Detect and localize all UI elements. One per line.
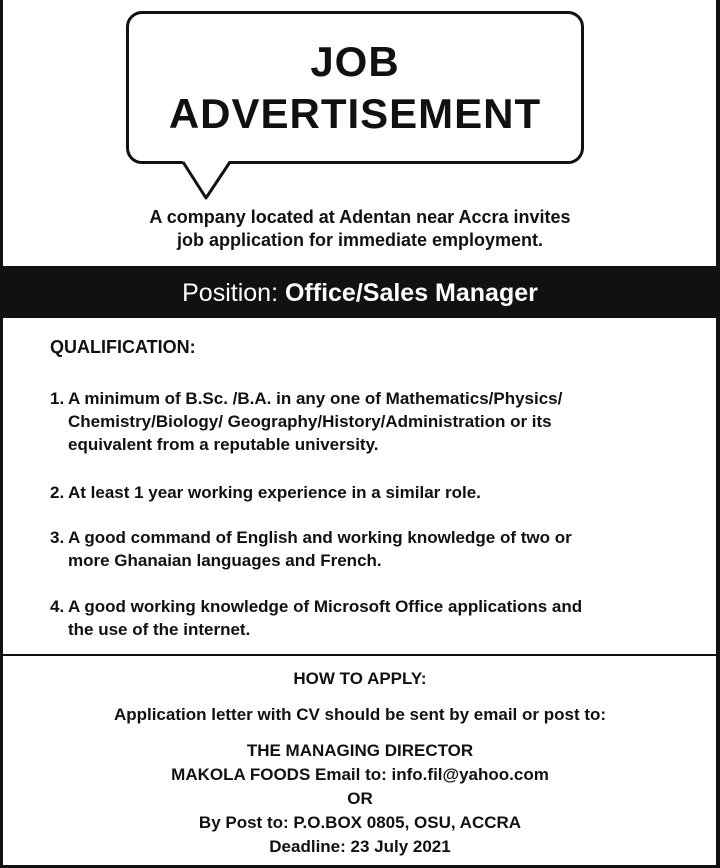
intro-text [0,206,720,252]
item-number: 3. [50,528,65,547]
left-border [0,0,3,868]
item-line: A good working knowledge of Microsoft Office applications and [68,597,583,616]
post-line: By Post to: P.O.BOX 0805, OSU, ACCRA [198,813,522,832]
title-line-2: ADVERTISEMENT [168,90,542,137]
apply-instruction: Application letter with CV should be sent by email or post to: [113,705,607,724]
qualification-item [50,481,690,504]
qualification-heading: QUALIFICATION: [50,337,196,357]
recipient: THE MANAGING DIRECTOR [246,741,474,760]
item-number: 2. [50,483,65,502]
item-line: the use of the internet. [68,620,251,639]
item-line: A good command of English and working knowledge of two or [68,528,572,547]
qualification-item [50,387,690,456]
item-line: more Ghanaian languages and French. [68,551,382,570]
item-number: 1. [50,389,65,408]
deadline: Deadline: 23 July 2021 [269,837,451,856]
intro-line-1: A company located at Adentan near Accra invites [149,207,571,227]
position-banner [0,268,720,318]
qualification-item [50,526,690,572]
item-line: A minimum of B.Sc. /B.A. in any one of Mathematics/Physics/ [68,389,563,408]
qualification-item [50,595,690,641]
position-title: Office/Sales Manager [284,279,538,307]
title-line-1: JOB [310,38,400,85]
page-title [126,36,584,140]
item-number: 4. [50,597,65,616]
position-label: Position: [182,279,285,307]
item-line: At least 1 year working experience in a similar role. [68,483,481,502]
intro-line-2: job application for immediate employment. [176,230,544,250]
apply-heading: HOW TO APPLY: [293,669,427,688]
item-line: Chemistry/Biology/ Geography/History/Administration or its [68,412,552,431]
right-border [716,0,720,868]
speech-bubble-tail [180,160,234,202]
item-line: equivalent from a reputable university. [68,435,379,454]
email-line: MAKOLA FOODS Email to: info.fil@yahoo.com [171,765,549,784]
divider [0,654,720,656]
or-separator: OR [347,789,373,808]
